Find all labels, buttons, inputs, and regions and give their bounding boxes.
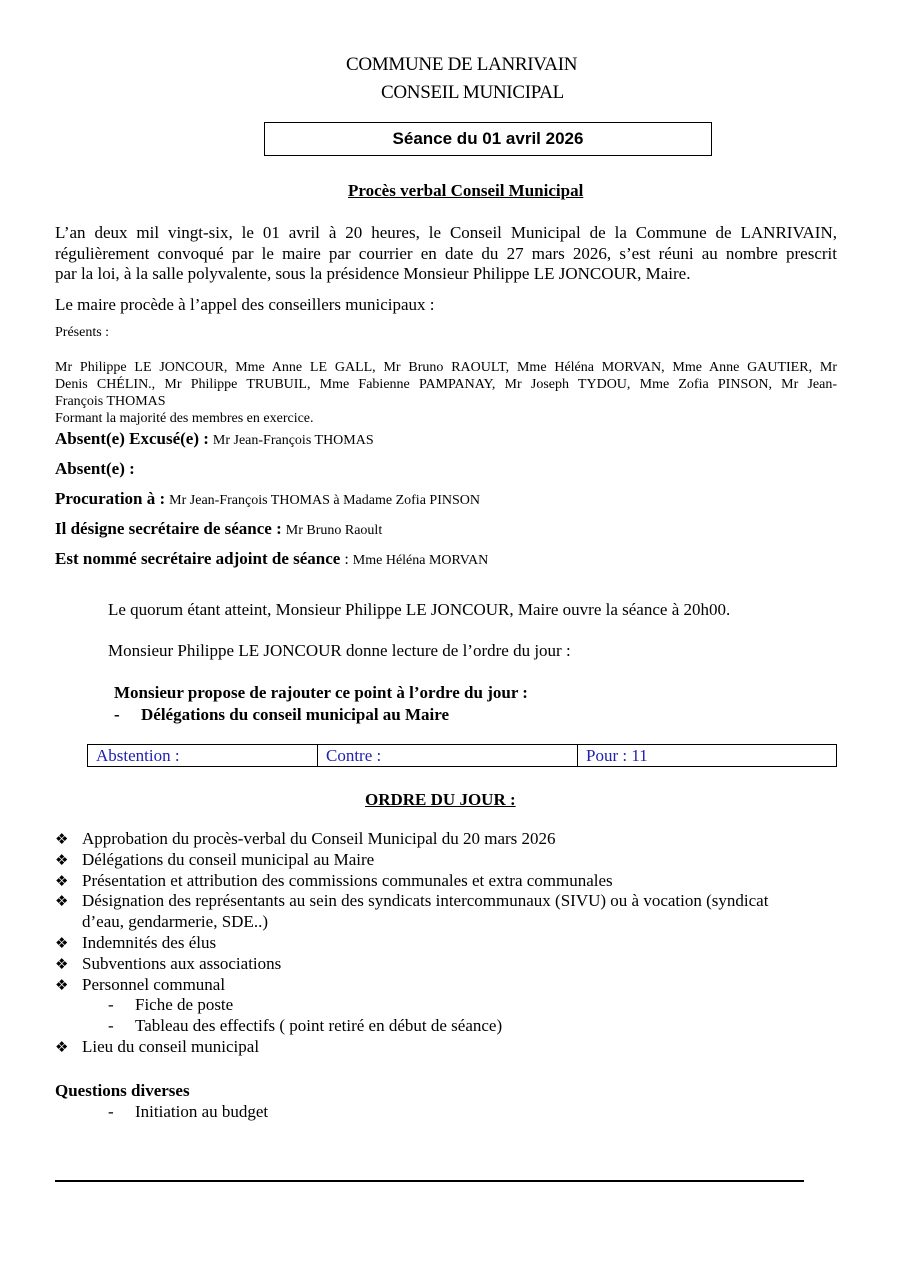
- absent-line: [55, 459, 135, 479]
- agenda-item-text: Présentation et attribution des commissions communales et extra communales: [82, 870, 613, 890]
- intro-paragraph: [55, 223, 837, 285]
- footer-rule: [55, 1180, 804, 1182]
- dash-bullet: -: [108, 1016, 114, 1036]
- secretaire-adjoint-label: Est nommé secrétaire adjoint de séance: [55, 549, 341, 568]
- diamond-bullet-icon: ❖: [55, 871, 69, 890]
- diamond-bullet-icon: ❖: [55, 850, 69, 869]
- diamond-bullet-icon: ❖: [55, 954, 69, 973]
- procuration-line: [55, 489, 480, 509]
- agenda-item: [55, 871, 845, 892]
- agenda-item: [55, 850, 845, 871]
- questions-item-text: Initiation au budget: [135, 1102, 269, 1121]
- agenda-item-text: Subventions aux associations: [82, 953, 282, 973]
- presents-list: [55, 359, 837, 427]
- agenda-item-text: [82, 891, 768, 933]
- seance-box: [264, 122, 712, 156]
- presents-line-1: Mr Philippe LE JONCOUR, Mme Anne LE GALL, Mr Bruno RAOULT, Mme Héléna MORVAN, Mme Anne GAUTIER, Mr: [55, 360, 837, 375]
- presents-line-3: François THOMAS: [55, 394, 166, 409]
- lecture-text: Monsieur Philippe LE JONCOUR donne lecture de l’ordre du jour :: [108, 641, 571, 660]
- agenda-item: [55, 933, 845, 954]
- diamond-bullet-icon: ❖: [55, 1037, 69, 1056]
- agenda-item-text-line-1: Désignation des représentants au sein des syndicats intercommunaux (SIVU) ou à vocation (syndicat: [82, 891, 769, 911]
- ordre-du-jour-title: ORDRE DU JOUR :: [365, 790, 516, 809]
- proposition-dash: -: [114, 705, 120, 724]
- agenda-item-text: Lieu du conseil municipal: [82, 1036, 260, 1056]
- absent-excuse-value: Mr Jean-François THOMAS: [212, 433, 374, 448]
- agenda-item: [55, 891, 845, 933]
- appel-text: Le maire procède à l’appel des conseillers municipaux :: [55, 295, 435, 314]
- agenda-item: [55, 954, 845, 975]
- procuration-value: Mr Jean-François THOMAS à Madame Zofia PINSON: [169, 493, 480, 508]
- intro-line-1: L’an deux mil vingt-six, le 01 avril à 20 heures, le Conseil Municipal de la Commune de LANRIVAIN,: [55, 223, 837, 242]
- presents-label: Présents :: [55, 325, 110, 340]
- conseil-title: CONSEIL MUNICIPAL: [381, 82, 564, 103]
- agenda-item: [55, 829, 845, 850]
- absent-excuse-label: Absent(e) Excusé(e) :: [55, 429, 209, 448]
- intro-line-3: par la loi, à la salle polyvalente, sous la présidence Monsieur Philippe LE JONCOUR, Maire.: [55, 264, 691, 283]
- procuration-label: Procuration à :: [55, 489, 166, 508]
- secretaire-adjoint-value: Mme Héléna MORVAN: [352, 553, 489, 568]
- agenda-sub-item-text: Fiche de poste: [135, 995, 234, 1015]
- proposition-point: [114, 705, 449, 725]
- agenda-item: [55, 975, 845, 996]
- agenda-item-text: Personnel communal: [82, 974, 226, 994]
- agenda-item-text: Délégations du conseil municipal au Maire: [82, 849, 375, 869]
- secretaire-adjoint-sep: :: [344, 551, 349, 568]
- agenda-sub-item-text: Tableau des effectifs ( point retiré en début de séance): [135, 1016, 503, 1036]
- agenda-list: [55, 829, 845, 1058]
- questions-item: [108, 1102, 268, 1122]
- seance-date: Séance du 01 avril 2026: [392, 129, 584, 148]
- absent-excuse-line: [55, 429, 374, 449]
- diamond-bullet-icon: ❖: [55, 892, 69, 911]
- secretaire-adjoint-line: [55, 549, 488, 569]
- agenda-sub-item: [55, 1016, 845, 1037]
- intro-line-2: régulièrement convoqué par le maire par courrier en date du 27 mars 2026, s’est réuni au nombre prescrit: [55, 243, 837, 263]
- agenda-item: [55, 1037, 845, 1058]
- secretaire-value: Mr Bruno Raoult: [285, 523, 383, 538]
- secretaire-line: [55, 519, 382, 539]
- agenda-item-text: Approbation du procès-verbal du Conseil Municipal du 20 mars 2026: [82, 829, 556, 848]
- proposition-point-text: Délégations du conseil municipal au Maire: [141, 705, 450, 724]
- vote-abstention: Abstention :: [96, 746, 180, 765]
- diamond-bullet-icon: ❖: [55, 975, 69, 994]
- agenda-sub-item: [55, 995, 845, 1016]
- vote-pour: Pour : 11: [577, 745, 836, 766]
- proposition-text: Monsieur propose de rajouter ce point à l’ordre du jour :: [114, 683, 528, 702]
- secretaire-label: Il désigne secrétaire de séance :: [55, 519, 282, 538]
- vote-contre: Contre :: [317, 745, 577, 766]
- agenda-item-text-line-2: d’eau, gendarmerie, SDE..): [82, 912, 268, 932]
- quorum-text: Le quorum étant atteint, Monsieur Philippe LE JONCOUR, Maire ouvre la séance à 20h00.: [108, 600, 731, 619]
- diamond-bullet-icon: ❖: [55, 933, 69, 952]
- diamond-bullet-icon: ❖: [55, 830, 69, 848]
- commune-title: COMMUNE DE LANRIVAIN: [346, 54, 578, 75]
- absent-label: Absent(e) :: [55, 459, 135, 478]
- questions-diverses-title: Questions diverses: [55, 1081, 190, 1100]
- vote-table: [87, 744, 837, 767]
- dash-bullet: -: [108, 995, 114, 1015]
- page-title: Procès verbal Conseil Municipal: [348, 181, 584, 200]
- dash-bullet: -: [108, 1102, 114, 1121]
- majorite-text: Formant la majorité des membres en exercice.: [55, 411, 314, 426]
- presents-line-2: Denis CHÉLIN., Mr Philippe TRUBUIL, Mme Fabienne PAMPANAY, Mr Joseph TYDOU, Mme Zofia PINSON, Mr Jean-: [55, 377, 837, 392]
- agenda-item-text: Indemnités des élus: [82, 932, 217, 952]
